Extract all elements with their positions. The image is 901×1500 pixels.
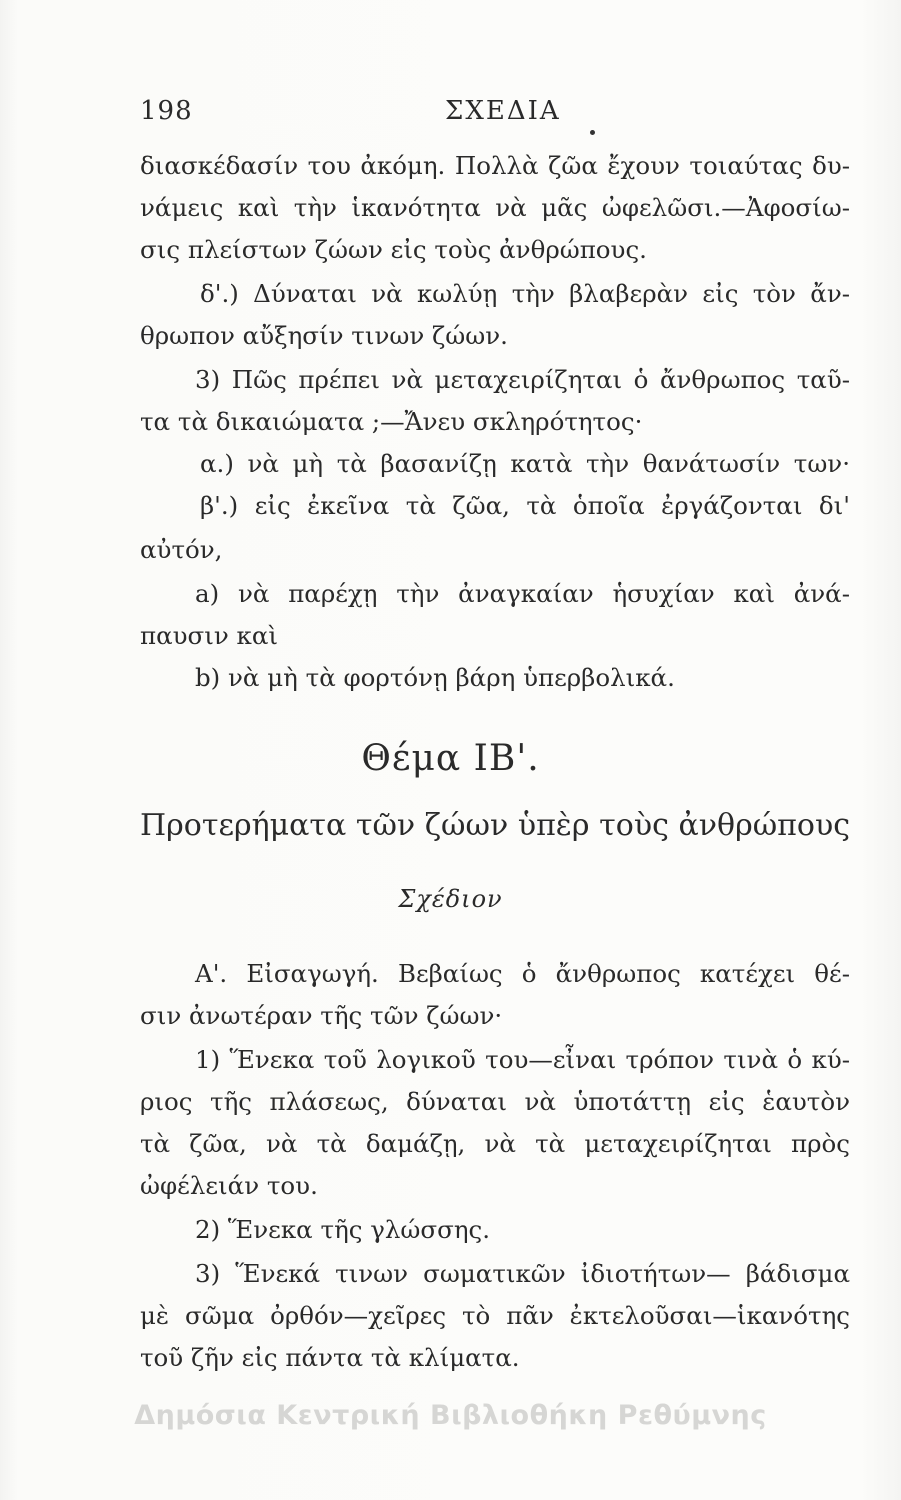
theme-title: Θέμα ΙΒ'.	[361, 738, 540, 779]
text-line: 2) Ἕνεκα τῆς γλώσσης.	[195, 1215, 491, 1244]
text-line: αὐτόν,	[140, 535, 223, 564]
text-line: τοῦ ζῆν εἰς πάντα τὰ κλίματα.	[140, 1343, 520, 1372]
text-line: διασκέδασίν του ἀκόμη. Πολλὰ ζῶα ἔχουν τοιαύτας δυ-	[140, 151, 850, 180]
page-number: 198	[140, 96, 193, 126]
text-line: b) νὰ μὴ τὰ φορτόνῃ βάρη ὑπερβολικά.	[195, 663, 675, 692]
text-line: σις πλείστων ζώων εἰς τοὺς ἀνθρώπους.	[140, 235, 647, 264]
text-line: τα τὰ δικαιώματα ;—Ἄνευ σκληρότητος·	[140, 407, 643, 436]
schedion-heading: Σχέδιον	[398, 885, 503, 913]
text-line: β'.) εἰς ἐκεῖνα τὰ ζῶα, τὰ ὁποῖα ἐργάζονται δι'	[200, 491, 850, 520]
text-line: μὲ σῶμα ὀρθόν—χεῖρες τὸ πᾶν ἐκτελοῦσαι—ἱκανότης	[140, 1301, 850, 1330]
page-header	[140, 96, 840, 136]
library-watermark: Δημόσια Κεντρική Βιβλιοθήκη Ρεθύμνης	[134, 1400, 767, 1431]
text-line: ριος τῆς πλάσεως, δύναται νὰ ὑποτάττῃ εἰς ἑαυτὸν	[140, 1087, 850, 1116]
text-line: νάμεις καὶ τὴν ἱκανότητα νὰ μᾶς ὠφελῶσι.—Ἀφοσίω-	[140, 193, 850, 222]
theme-subtitle: Προτερήματα τῶν ζώων ὑπὲρ τοὺς ἀνθρώπους	[140, 808, 850, 843]
text-line: 3) Ἕνεκά τινων σωματικῶν ἰδιοτήτων— βάδισμα	[195, 1259, 850, 1288]
text-line: ὠφέλειάν του.	[140, 1171, 318, 1200]
text-line: Α'. Εἰσαγωγή. Βεβαίως ὁ ἄνθρωπος κατέχει θέ-	[195, 959, 850, 988]
text-line: 1) Ἕνεκα τοῦ λογικοῦ του—εἶναι τρόπον τινὰ ὁ κύ-	[195, 1045, 850, 1074]
running-head: ΣΧΕΔΙΑ	[445, 96, 561, 126]
text-line: σιν ἀνωτέραν τῆς τῶν ζώων·	[140, 1001, 503, 1030]
text-line: α.) νὰ μὴ τὰ βασανίζῃ κατὰ τὴν θανάτωσίν των·	[200, 449, 850, 478]
printer-dot	[590, 130, 595, 135]
text-line: a) νὰ παρέχῃ τὴν ἀναγκαίαν ἡσυχίαν καὶ ἀνά-	[195, 579, 850, 608]
text-line: δ'.) Δύναται νὰ κωλύῃ τὴν βλαβερὰν εἰς τὸν ἄν-	[200, 279, 850, 308]
text-line: θρωπον αὔξησίν τινων ζώων.	[140, 321, 508, 350]
text-line: παυσιν καὶ	[140, 621, 279, 650]
text-line: τὰ ζῶα, νὰ τὰ δαμάζῃ, νὰ τὰ μεταχειρίζηται πρὸς	[140, 1129, 850, 1158]
text-line: 3) Πῶς πρέπει νὰ μεταχειρίζηται ὁ ἄνθρωπος ταῦ-	[195, 365, 850, 394]
